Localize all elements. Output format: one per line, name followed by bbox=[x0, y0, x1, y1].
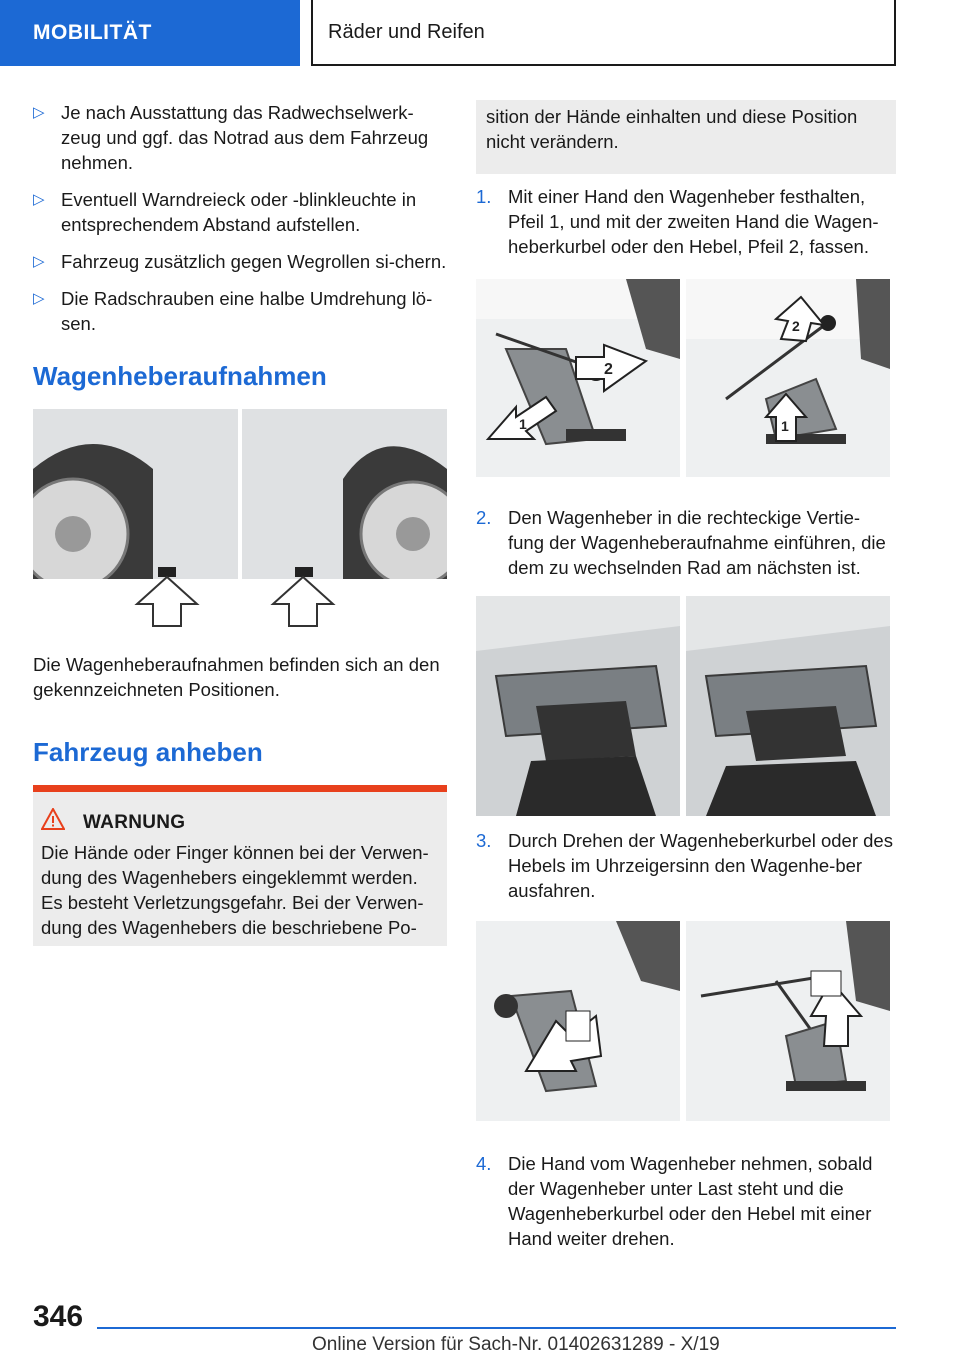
warning-icon bbox=[41, 808, 65, 836]
warning-title: WARNUNG bbox=[83, 811, 186, 833]
triangle-bullet-icon: ▷ bbox=[33, 290, 45, 307]
left-column bbox=[33, 100, 447, 946]
section-header: MOBILITÄT bbox=[0, 0, 300, 66]
footer-divider bbox=[97, 1327, 896, 1329]
jack-points-description: Die Wagenheberaufnahmen befinden sich an den gekennzeichneten Positionen. bbox=[33, 654, 440, 700]
warning-bar bbox=[33, 785, 447, 792]
list-item: ▷ Die Radschrauben eine halbe Umdrehung lö-sen. bbox=[33, 288, 433, 334]
triangle-bullet-icon: ▷ bbox=[33, 191, 45, 208]
footer-online-version: Online Version für Sach-Nr. 01402631289 - X/19 bbox=[312, 1334, 720, 1355]
triangle-bullet-icon: ▷ bbox=[33, 104, 45, 121]
warning-text: Die Hände oder Finger können bei der Verwen-dung des Wagenhebers eingeklemmt werden. Es besteht Verletzungsgefahr. Bei der Verwen-dung des Wagenhebers die beschriebene Po- bbox=[41, 842, 429, 938]
list-item: ▷ Eventuell Warndreieck oder -blinkleuchte in entsprechendem Abstand aufstellen. bbox=[33, 189, 417, 235]
warning-continuation: sition der Hände einhalten und diese Position nicht verändern. bbox=[476, 100, 896, 174]
jack-insert-illustration bbox=[476, 596, 890, 816]
arrow-label-3: 2 bbox=[792, 318, 800, 334]
arrow-label-4: 1 bbox=[781, 418, 789, 434]
jack-points-illustration bbox=[33, 409, 447, 628]
list-item: ▷ Je nach Ausstattung das Radwechselwerk-zeug und ggf. das Notrad aus dem Fahrzeug nehmen. bbox=[33, 102, 429, 173]
heading-jack-points: Wagenheberaufnahmen bbox=[33, 361, 327, 391]
chapter-title: Räder und Reifen bbox=[328, 20, 485, 43]
list-item: 1. Mit einer Hand den Wagenheber festhalten, Pfeil 1, und mit der zweiten Hand die Wagen-heberkurbel oder den Hebel, Pfeil 2, fassen. bbox=[476, 186, 879, 257]
jack-hold-illustration bbox=[476, 279, 890, 477]
arrow-label-1: 1 bbox=[519, 416, 527, 432]
list-item: ▷ Fahrzeug zusätzlich gegen Wegrollen si-chern. bbox=[33, 251, 447, 272]
triangle-bullet-icon: ▷ bbox=[33, 253, 45, 270]
list-item: 2. Den Wagenheber in die rechteckige Vertie-fung der Wagenheberaufnahme einführen, die dem zu wechselnden Rad am nächsten ist. bbox=[476, 507, 886, 578]
list-item: 4. Die Hand vom Wagenheber nehmen, sobald der Wagenheber unter Last steht und die Wagenheberkurbel oder den Hebel mit einer Hand weiter drehen. bbox=[476, 1153, 873, 1249]
right-column bbox=[476, 100, 896, 1251]
page-number: 346 bbox=[33, 1300, 84, 1333]
arrow-label-2: 2 bbox=[604, 361, 613, 378]
chapter-header bbox=[311, 0, 896, 66]
warning-box bbox=[33, 792, 447, 946]
heading-raise-vehicle: Fahrzeug anheben bbox=[33, 737, 263, 767]
jack-extend-illustration bbox=[476, 921, 890, 1121]
list-item: 3. Durch Drehen der Wagenheberkurbel oder des Hebels im Uhrzeigersinn den Wagenhe-ber ausfahren. bbox=[476, 830, 893, 901]
